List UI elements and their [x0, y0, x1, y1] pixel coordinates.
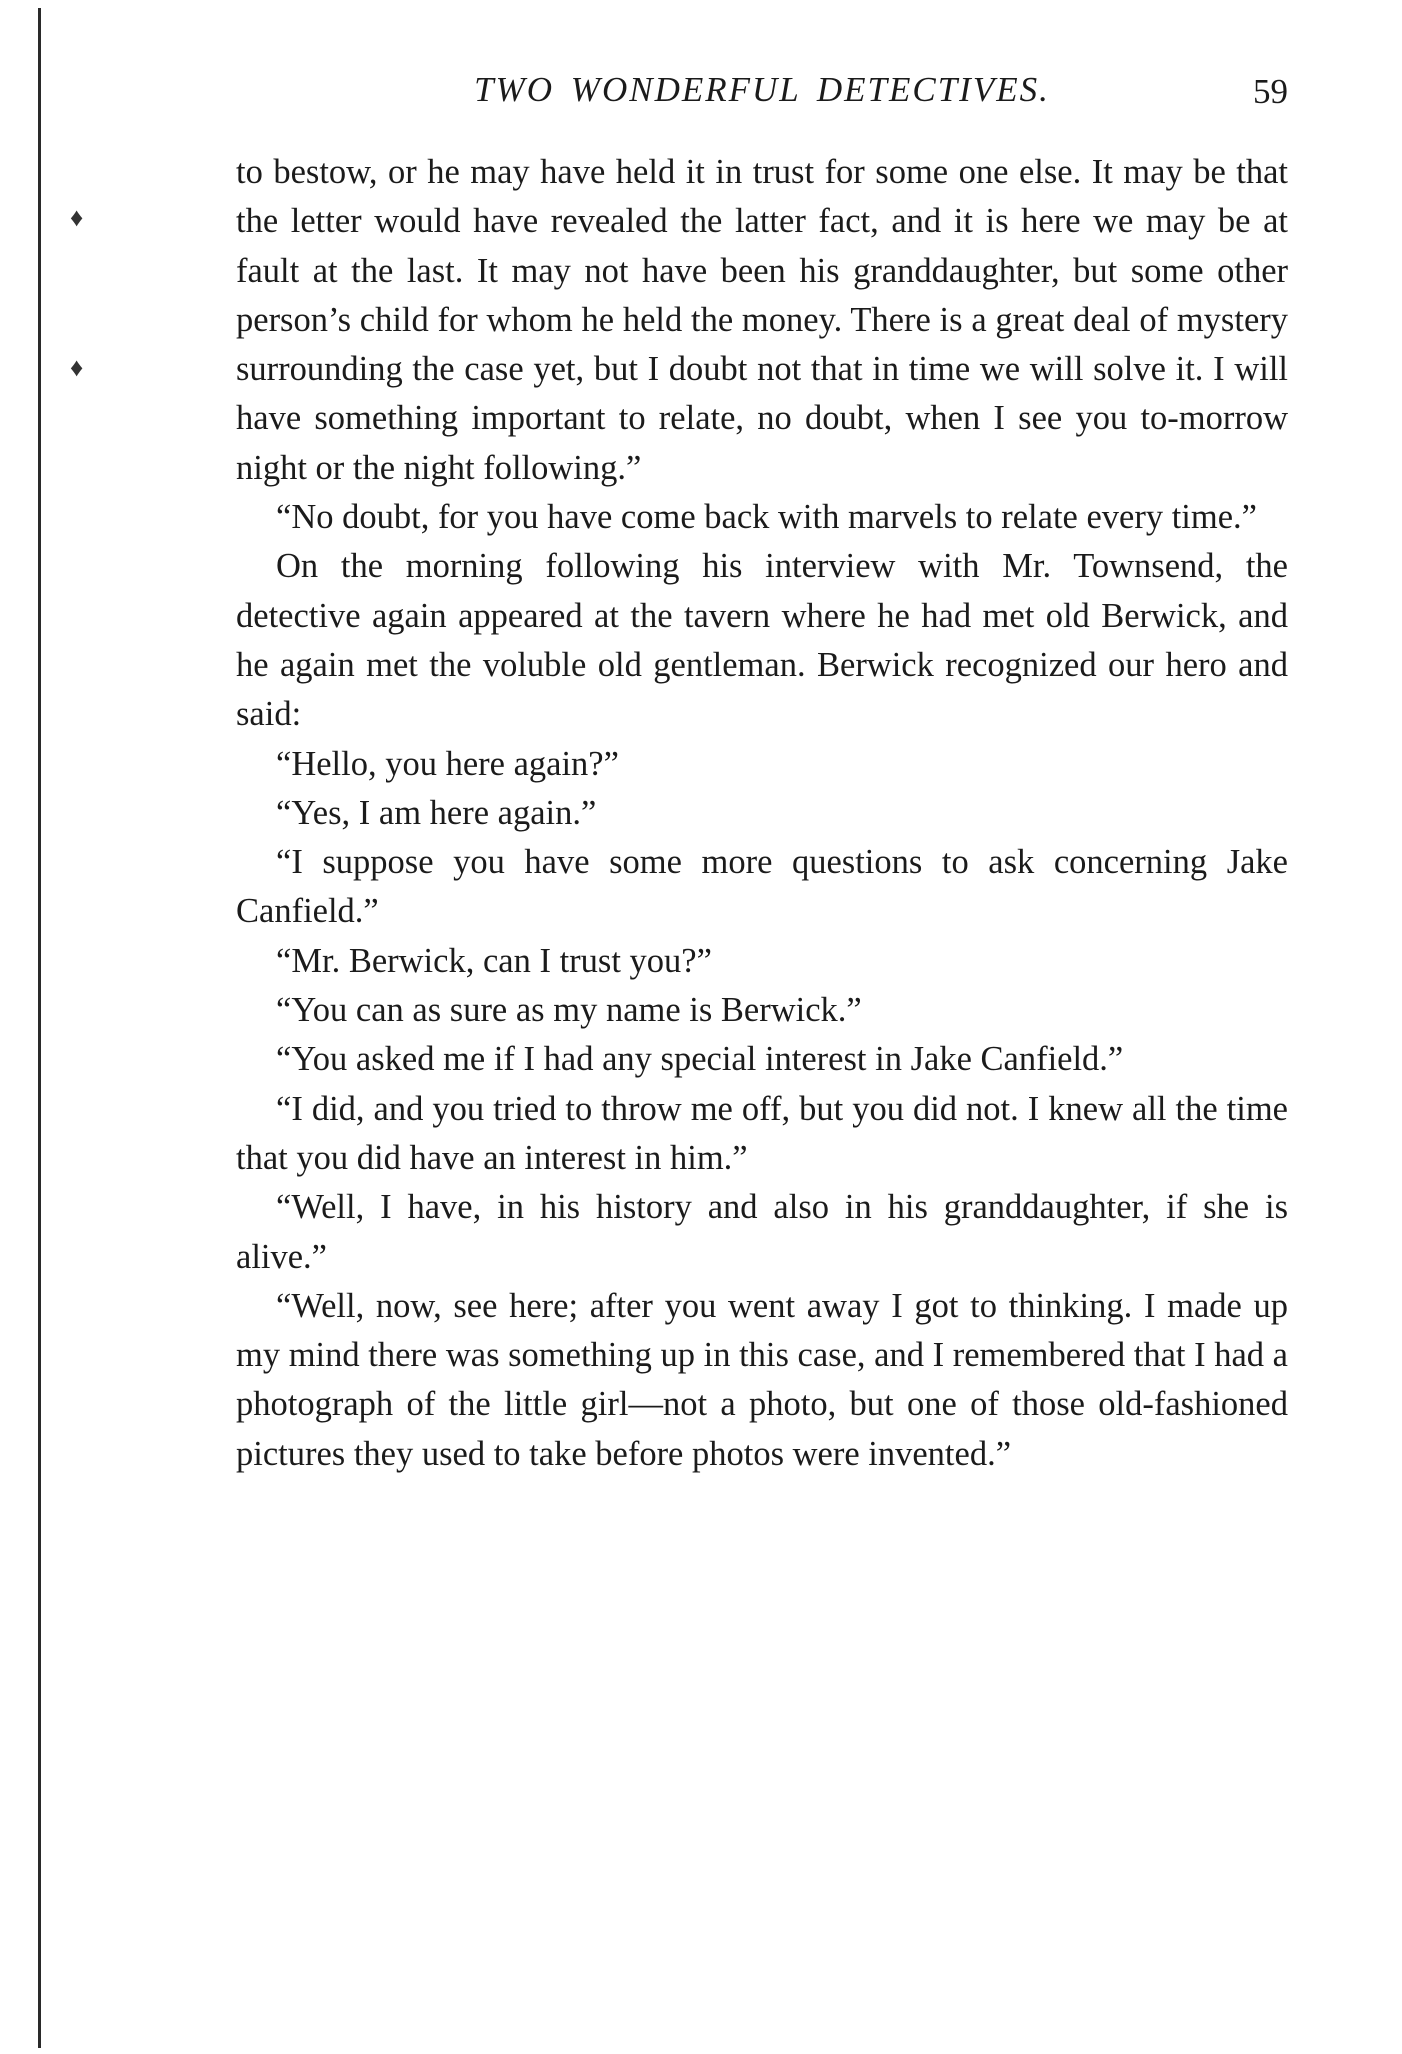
paragraph: On the morning following his interview with Mr. Townsend, the detective again appeared at the tavern where he had met old Berwick, and he again met the voluble old gentleman. Berwick recognized our hero and said: — [236, 547, 1288, 734]
paragraph: “Well, now, see here; after you went away I got to thinking. I made up my mind there was something up in this case, and I remembered that I had a photograph of the little girl—not a photo, but one of those old-fashioned pictures they used to take before photos were invented.” — [236, 1286, 1288, 1473]
ink-mark: ♦ — [70, 353, 84, 382]
page-binding-edge — [38, 8, 41, 2048]
ink-mark: ♦ — [70, 203, 84, 232]
paragraph: “I did, and you tried to throw me off, but you did not. I knew all the time that you did have an interest in him.” — [236, 1089, 1288, 1177]
paragraph: “Yes, I am here again.” — [276, 793, 597, 832]
running-title: TWO WONDERFUL DETECTIVES. — [474, 70, 1050, 109]
paragraph: “Well, I have, in his history and also in his granddaughter, if she is alive.” — [236, 1188, 1288, 1276]
body-text — [236, 148, 1288, 1479]
page-header — [236, 70, 1288, 126]
paragraph: “You asked me if I had any special interest in Jake Canfield.” — [276, 1040, 1124, 1079]
paragraph: to bestow, or he may have held it in trust for some one else. It may be that the letter would have revealed the latter fact, and it is here we may be at fault at the last. It may not have been his granddaughter, but some other person’s child for whom he held the money. There is a great deal of mystery surrounding the case yet, but I doubt not that in time we will solve it. I will have something important to relate, no doubt, when I see you to-morrow night or the night following.” — [236, 153, 1288, 487]
paragraph: “You can as sure as my name is Berwick.” — [276, 991, 862, 1030]
paragraph: “Hello, you here again?” — [276, 744, 619, 783]
page-number: 59 — [1253, 72, 1288, 111]
paragraph: “Mr. Berwick, can I trust you?” — [276, 941, 712, 980]
paragraph: “I suppose you have some more questions to ask concerning Jake Canfield.” — [236, 843, 1288, 931]
paragraph: “No doubt, for you have come back with marvels to relate every time.” — [276, 498, 1257, 537]
